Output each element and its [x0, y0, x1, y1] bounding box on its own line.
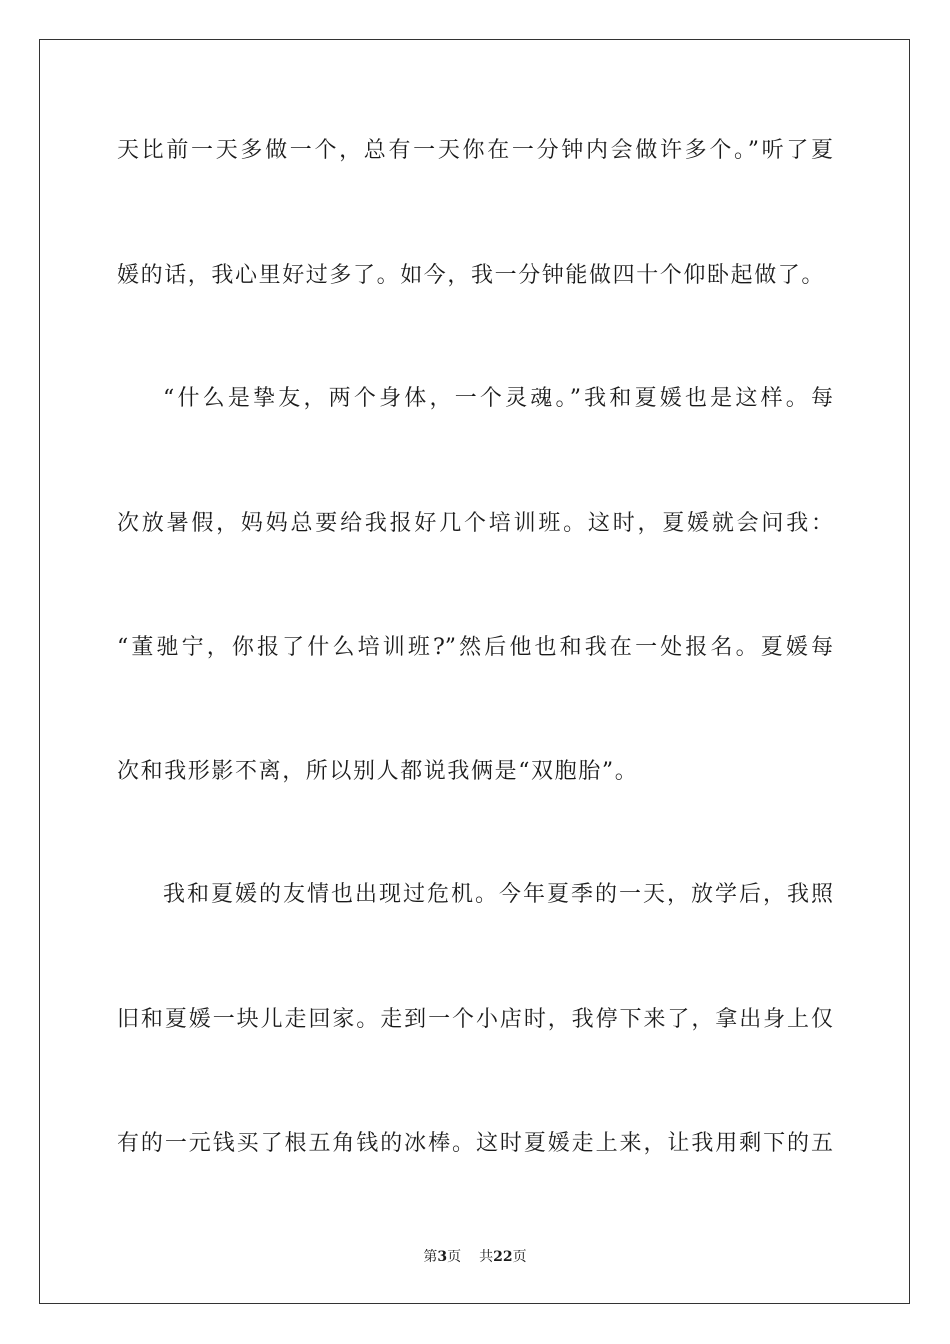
page-number: 3: [437, 1249, 448, 1265]
total-suffix: 页: [512, 1249, 527, 1265]
text-line-8: 旧和夏媛一块儿走回家。走到一个小店时，我停下来了，拿出身上仅: [117, 1007, 833, 1032]
text-line-7-paragraph-start: 我和夏媛的友情也出现过危机。今年夏季的一天，放学后，我照: [163, 882, 833, 907]
text-line-3-paragraph-start: “什么是挚友，两个身体，一个灵魂。”我和夏媛也是这样。每: [163, 386, 833, 411]
text-line-2: 媛的话，我心里好过多了。如今，我一分钟能做四十个仰卧起做了。: [117, 263, 826, 288]
page-prefix: 第: [423, 1249, 438, 1265]
page-suffix: 页: [447, 1249, 462, 1265]
text-line-4: 次放暑假，妈妈总要给我报好几个培训班。这时，夏媛就会问我：: [117, 511, 833, 536]
text-line-5: “董驰宁，你报了什么培训班?”然后他也和我在一处报名。夏媛每: [117, 635, 833, 660]
text-line-6: 次和我形影不离，所以别人都说我俩是“双胞胎”。: [117, 759, 639, 784]
page-footer: [0, 1247, 950, 1267]
text-line-9: 有的一元钱买了根五角钱的冰棒。这时夏媛走上来，让我用剩下的五: [117, 1131, 833, 1156]
total-pages: 22: [493, 1249, 513, 1265]
page-border: [39, 39, 910, 1304]
text-line-1: 天比前一天多做一个，总有一天你在一分钟内会做许多个。”听了夏: [117, 138, 833, 163]
total-prefix: 共: [479, 1249, 494, 1265]
